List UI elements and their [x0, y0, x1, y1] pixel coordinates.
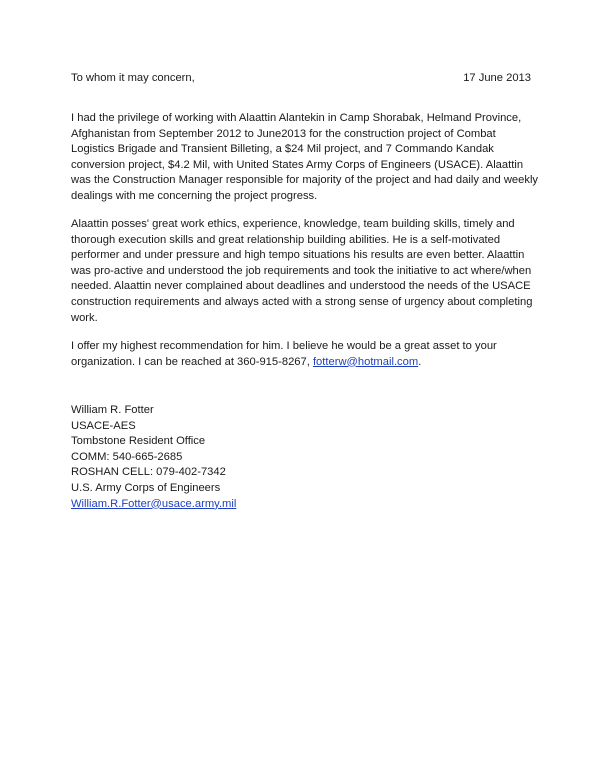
recommendation-text: I offer my highest recommendation for him. I believe he would be a great asset to your organization. I can be reached at 360-915-8267, [71, 340, 497, 368]
signer-agency: U.S. Army Corps of Engineers [71, 481, 221, 494]
signer-office: Tombstone Resident Office [71, 435, 206, 448]
contact-email-link[interactable]: fotterw@hotmail.com [312, 355, 419, 368]
signature-block [71, 403, 236, 512]
paragraph-recommendation [71, 339, 541, 370]
recommendation-end: . [418, 355, 422, 368]
signer-cell-phone: ROSHAN CELL: 079-402-7342 [71, 466, 226, 479]
paragraph-qualities: Alaattin posses' great work ethics, experience, knowledge, team building skills, timely and thorough execution skills and great relationship building abilities. He is a self-motivated performer and under pressure and high tempo situations his results are even better. Alaattin was pro-active and understood the job requirements and took the initiative to act where/when needed. Alaattin never complained about deadlines and understood the needs of the USACE construction requirements and always acted with a strong sense of urgency about completing work. [71, 218, 533, 324]
signer-org: USACE-AES [71, 419, 136, 432]
header-row [71, 70, 531, 86]
letter-date: 17 June 2013 [463, 72, 531, 84]
signer-comm-phone: COMM: 540-665-2685 [71, 450, 183, 463]
paragraph-intro: I had the privilege of working with Alaattin Alantekin in Camp Shorabak, Helmand Province, Afghanistan from September 2012 to June2013 for the construction project of Combat Logistics Brigade and Transient Billeting, a $24 Mil project, and 7 Commando Kandak conversion project, $4.2 Mil, with United States Army Corps of Engineers (USACE). Alaattin was the Construction Manager responsible for majority of the project and had daily and weekly dealings with me concerning the project progress. [71, 112, 539, 202]
signer-email-link[interactable]: William.R.Fotter@usace.army.mil [71, 497, 237, 510]
signer-name: William R. Fotter [71, 404, 154, 416]
salutation: To whom it may concern, [71, 72, 195, 84]
